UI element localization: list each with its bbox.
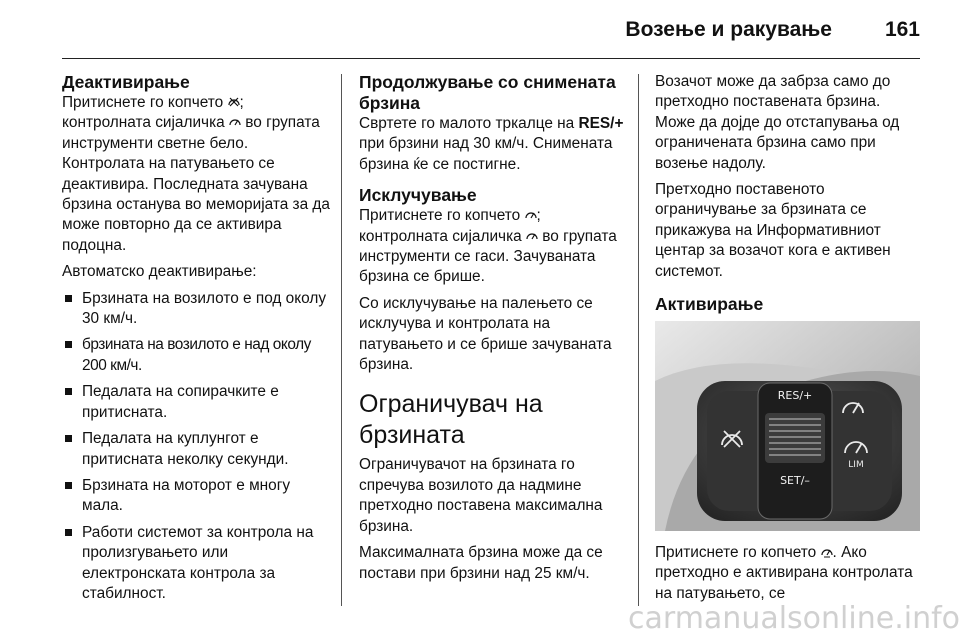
list-item: Работи системот за контрола на пролизгувањето или електронската контрола за стабилност. bbox=[62, 523, 330, 605]
paragraph: Возачот може да забрза само до претходно поставената брзина. Може да дојде до отстапувања од ограничената брзина само при возење надолу. bbox=[655, 73, 900, 172]
cruise-indicator-icon bbox=[229, 116, 241, 128]
lim-label: LIM bbox=[848, 460, 864, 471]
list-item: Педалата на куплунгот е притисната неколку секунди. bbox=[62, 429, 330, 470]
bullet-list bbox=[62, 289, 330, 605]
page-header bbox=[62, 18, 920, 59]
paragraph: Максималната брзина може да се постави при брзини над 25 км/ч. bbox=[359, 544, 603, 582]
heading-activation: Активирање bbox=[655, 294, 764, 315]
column-divider bbox=[638, 74, 639, 606]
set-label: SET/– bbox=[780, 474, 810, 488]
paragraph: Притиснете го копчето . Ако претходно е активирана контролата на патувањето, се bbox=[655, 544, 913, 602]
heading-speed-limiter: Ограничувач на брзината bbox=[359, 390, 543, 450]
column-divider bbox=[341, 74, 342, 606]
paragraph: Претходно поставеното ограничување за брзината се прикажува на Информативниот центар за возачот кога е активен системот. bbox=[655, 181, 891, 280]
heading-resume-speed: Продолжување со снимената брзина bbox=[359, 72, 616, 113]
section-title: Возење и ракување bbox=[625, 18, 832, 41]
paragraph: Притиснете го копчето ; контролната сијаличка во групата инструменти светне бело. Контролата на патувањето се деактивира. Последната зачувана брзина останува во меморијата за да може повторно да се активира подоцна. bbox=[62, 94, 330, 254]
list-item: Педалата на сопирачките е притисната. bbox=[62, 382, 330, 423]
paragraph: Притиснете го копчето ; контролната сијаличка во групата инструменти се гаси. Зачуваната брзина се брише. bbox=[359, 207, 617, 286]
heading-switch-off: Исклучување bbox=[359, 185, 477, 206]
speed-limiter-icon bbox=[821, 546, 833, 558]
paragraph: Со исклучување на палењето се исклучува и контролата на патувањето и се брише зачуваната брзина. bbox=[359, 294, 612, 374]
paragraph: Свртете го малото тркалце на RES/+ при брзини над 30 км/ч. Снимената брзина ќе се постигне. bbox=[359, 115, 624, 173]
list-item: Брзината на моторот е многу мала. bbox=[62, 476, 330, 517]
steering-wheel-controls-image bbox=[655, 321, 920, 531]
watermark: carmanualsonline.info bbox=[628, 601, 960, 636]
column-1 bbox=[62, 72, 330, 610]
res-button-label: RES/+ bbox=[578, 115, 624, 132]
res-label: RES/+ bbox=[777, 389, 813, 403]
cruise-off-icon bbox=[228, 96, 240, 108]
paragraph: Ограничувачот на брзината го спречува возилото да надмине претходно поставена максимална брзина. bbox=[359, 456, 603, 535]
list-item: брзината на возилото е над околу 200 км/ч. bbox=[62, 335, 330, 376]
column-2 bbox=[359, 72, 627, 590]
column-3 bbox=[655, 72, 923, 610]
list-item: Брзината на возилото е под околу 30 км/ч. bbox=[62, 289, 330, 330]
cruise-indicator-icon bbox=[526, 230, 538, 242]
paragraph: Автоматско деактивирање: bbox=[62, 263, 257, 281]
heading-deactivation: Деактивирање bbox=[62, 72, 190, 92]
page-number: 161 bbox=[884, 18, 920, 41]
cruise-indicator-icon bbox=[525, 209, 537, 221]
